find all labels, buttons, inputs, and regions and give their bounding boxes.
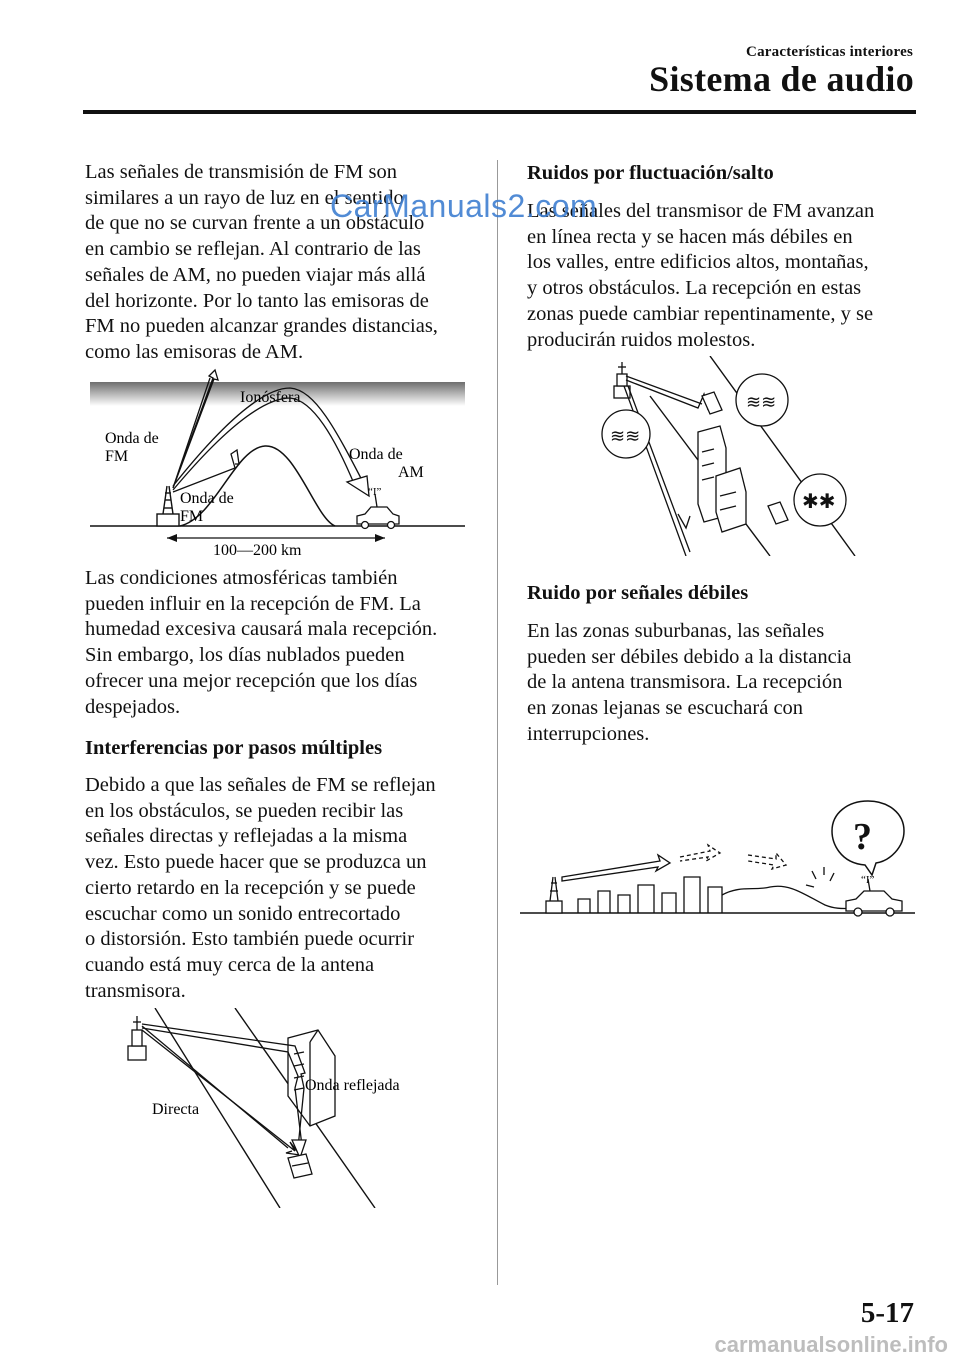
- car-icon: [702, 392, 722, 414]
- tower-icon: [157, 486, 179, 526]
- signal-dropout-marks: [806, 867, 834, 887]
- car-icon: [288, 1154, 312, 1178]
- svg-text:≋≋: ≋≋: [610, 426, 641, 446]
- heading-flutter: Ruidos por fluctuación/salto: [527, 162, 774, 184]
- tower-icon: [128, 1016, 146, 1060]
- question-bubble-icon: [832, 801, 904, 875]
- multipath-diagram: [120, 1008, 430, 1208]
- noise-bubble-icon: [794, 474, 846, 526]
- page-title: Sistema de audio: [649, 59, 914, 99]
- direct-label: Directa: [152, 1101, 200, 1118]
- page-number: 5-17: [860, 1297, 914, 1329]
- header-rule: [83, 110, 916, 114]
- city-skyline: [578, 877, 722, 913]
- svg-text:✱✱: ✱✱: [802, 491, 836, 513]
- hill-outline: [722, 886, 860, 909]
- fm-lower-label-1: Onda de: [180, 490, 234, 507]
- fm-upper-label-1: Onda de: [105, 430, 159, 447]
- svg-text:?: ?: [853, 816, 872, 858]
- car-icon: [357, 494, 399, 529]
- am-label-2: AM: [398, 464, 424, 481]
- paragraph-multipath: Debido a que las señales de FM se reflejan en los obstáculos, se pueden recibir las señales directas y reflejadas a la misma vez. Esto puede hacer que se produzca un cierto retardo en la recepción y se puede escuchar como un sonido entrecortado o distorsión. Esto también puede ocurrir cuando está muy cerca de la antena transmisora.: [85, 774, 436, 1002]
- building-icon: [698, 426, 746, 532]
- noise-bubble-icon: [736, 374, 788, 426]
- paragraph-atmospheric: Las condiciones atmosféricas también pueden influir en la recepción de FM. La humedad excesiva causará mala recepción. Sin embargo, los días nublados pueden ofrecer una mejor recepción que los días despejados.: [85, 567, 438, 718]
- fm-wave-blocked: [173, 450, 239, 492]
- fm-upper-label-2: FM: [105, 448, 129, 465]
- footer-site-link[interactable]: carmanualsonline.info: [714, 1332, 948, 1357]
- wave-to-car-top: [626, 380, 708, 410]
- mountain-outline: [180, 446, 335, 526]
- reflected-wave-arrow: [142, 1024, 305, 1148]
- wave-arrow-1: [562, 855, 670, 881]
- section-label: Características interiores: [746, 44, 913, 60]
- weak-signal-diagram: [520, 795, 920, 920]
- wave-arrow-2: [680, 845, 720, 861]
- svg-text:≋≋: ≋≋: [746, 392, 777, 412]
- signal-mark: “I”: [861, 874, 875, 886]
- am-label-1: Onda de: [349, 446, 403, 463]
- tower-icon: [546, 877, 562, 913]
- signal-mark: “I”: [368, 486, 382, 498]
- heading-multipath: Interferencias por pasos múltiples: [85, 737, 383, 759]
- ionosphere-label: Ionósfera: [240, 389, 301, 406]
- am-arrow-head: [347, 476, 369, 496]
- column-divider: [497, 160, 498, 1285]
- flutter-noise-diagram: [590, 356, 860, 556]
- distance-label: 100―200 km: [213, 542, 302, 559]
- fm-lower-label-2: FM: [180, 508, 204, 525]
- car-icon: [768, 502, 788, 524]
- watermark-text: CarManuals2.com: [330, 188, 598, 224]
- heading-weak-signal: Ruido por señales débiles: [527, 582, 749, 604]
- paragraph-fm-signals: Las señales de transmisión de FM son similares a un rayo de luz en el sentido de que no se curvan frente a un obstáculo en cambio se reflejan. Al contrario de las señales de AM, no pueden viajar más allá del horizonte. Por lo tanto las emisoras de FM no pueden alcanzar grandes distancias, como las emisoras de AM.: [85, 161, 438, 363]
- fm-am-wave-diagram: [85, 368, 465, 560]
- noise-bubble-icon: [602, 410, 650, 458]
- paragraph-flutter: Las señales del transmisor de FM avanzan en línea recta y se hacen más débiles en los valles, entre edificios altos, montañas, y otros obstáculos. La recepción en estas zonas puede cambiar repentinamente, y se producirán ruidos molestos.: [527, 200, 875, 351]
- paragraph-weak-signal: En las zonas suburbanas, las señales pueden ser débiles debido a la distancia de la antena transmisora. La recepción en zonas lejanas se escuchará con interrupciones.: [527, 620, 852, 745]
- reflected-label: Onda reflejada: [305, 1077, 400, 1094]
- wave-arrow-3: [748, 853, 786, 869]
